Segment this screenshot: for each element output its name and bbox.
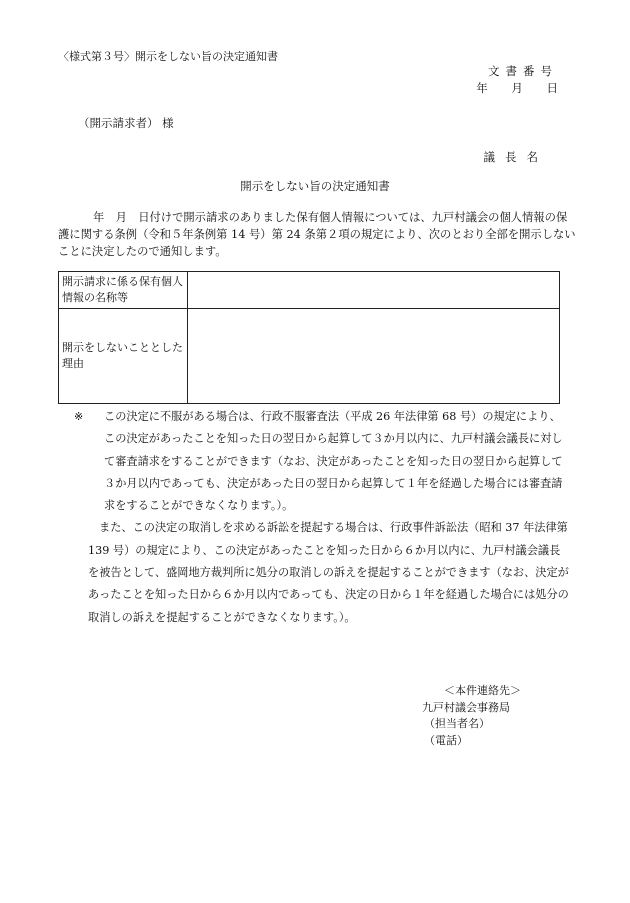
note-paragraph-appeal: この決定に不服がある場合は、行政不服審査法（平成 26 年法律第 68 号）の規定により、この決定があったことを知った日の翌日から起算して３か月以内に、九戸村議会議長に対して審査請求をすることができます（なお、決定があったことを知った日の翌日から起算して３か月以内であっても、決定があった日の翌日から起算して１年を経過した場合には審査請求をすることができなくなります。）。 (104, 410, 563, 513)
table-label-personal-info: 開示請求に係る保有個人情報の名称等 (59, 272, 188, 309)
form-label: 〈様式第３号〉開示をしない旨の決定通知書 (58, 50, 278, 63)
issue-date: 年 月 日 (476, 81, 558, 95)
contact-heading: ＜本件連絡先＞ (444, 684, 521, 697)
table-value-reason (188, 309, 560, 404)
table-value-personal-info (188, 272, 560, 309)
note-item (58, 406, 570, 517)
addressee: （開示請求者） 様 (78, 116, 174, 130)
table-row (59, 309, 560, 404)
document-title: 開示をしない旨の決定通知書 (240, 179, 390, 193)
sender-name: 議長名 (483, 150, 548, 164)
contact-phone: （電話） (424, 733, 468, 747)
table-label-reason: 開示をしないこととした理由 (59, 309, 188, 404)
notes-section (58, 406, 570, 629)
note-paragraph-lawsuit: また、この決定の取消しを求める訴訟を提起する場合は、行政事件訴訟法（昭和 37 年法律第 139 号）の規定により、この決定があったことを知った日から６か月以内に、九戸村議会議長を被告として、盛岡地方裁判所に処分の取消しの訴えを提起することができます（なお、決定があったことを知った日から６か月以内であっても、決定の日から１年を経過した場合には処分の取消しの訴えを提起することができなくなります。）。 (88, 521, 569, 624)
body-paragraph: 年 月 日付けで開示請求のありました保有個人情報については、九戸村議会の個人情報の保護に関する条例（令和５年条例第 14 号）第 24 条第２項の規定により、次のとおり全部を開示しないことに決定したので通知します。 (58, 211, 576, 258)
document-number: 文書番号 (488, 64, 558, 78)
contact-block (422, 683, 521, 749)
contact-office: 九戸村議会事務局 (422, 700, 510, 714)
note-mark: ※ (74, 410, 84, 423)
info-table (58, 271, 560, 404)
contact-person: （担当者名） (424, 717, 490, 730)
table-row (59, 272, 560, 309)
